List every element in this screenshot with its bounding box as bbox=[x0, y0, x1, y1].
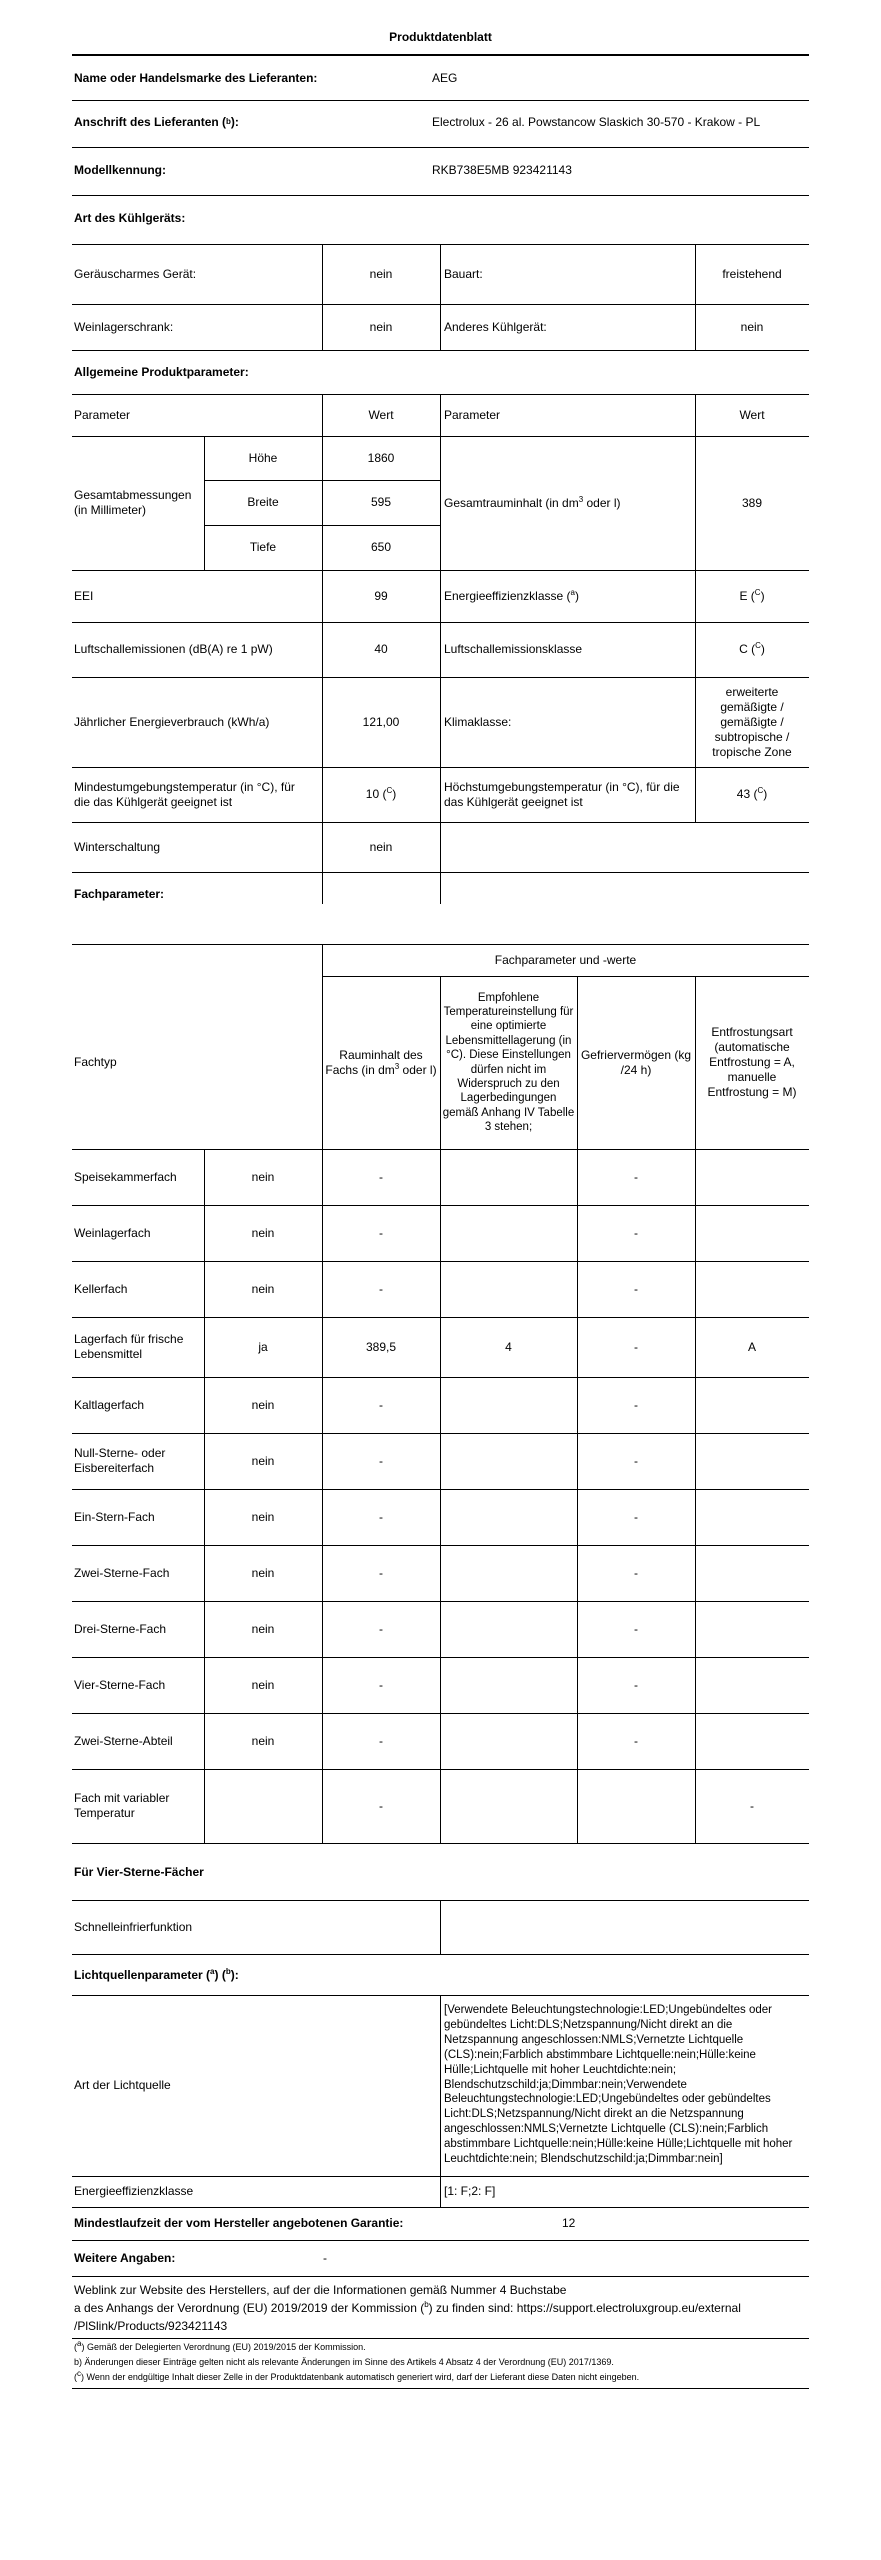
light-class-value: [1: F;2: F] bbox=[444, 2184, 496, 2198]
design-value: freistehend bbox=[722, 266, 782, 281]
annual-energy-label: Jährlicher Energieverbrauch (kWh/a) bbox=[74, 714, 270, 729]
compartment-defrost-cell: - bbox=[750, 1798, 754, 1813]
winter-label: Winterschaltung bbox=[74, 839, 161, 854]
depth-value: 650 bbox=[370, 540, 392, 554]
compartment-volume-cell: - bbox=[379, 1565, 383, 1580]
compartment-temp-cell bbox=[440, 1545, 577, 1601]
wine-cabinet-label: Weinlagerschrank: bbox=[74, 320, 174, 334]
grid-line bbox=[440, 394, 441, 904]
compartment-volume-cell: - bbox=[379, 1225, 383, 1240]
compartment-defrost-cell bbox=[695, 1377, 809, 1433]
compartments-heading: Fachparameter: bbox=[74, 886, 165, 901]
low-noise-value: nein bbox=[369, 266, 393, 281]
min-temp-label: Mindestumgebungstemperatur (in °C), für die das Kühlgerät geeignet ist bbox=[74, 779, 295, 809]
max-temp-label: Höchstumgebungstemperatur (in °C), für die das Kühlgerät geeignet ist bbox=[444, 779, 680, 809]
compartment-name-cell: Drei-Sterne-Fach bbox=[74, 1621, 167, 1636]
height-value: 1860 bbox=[367, 450, 395, 465]
volume-value: 389 bbox=[741, 495, 763, 510]
divider bbox=[72, 1843, 809, 1844]
noise-label: Luftschallemissionen (dB(A) re 1 pW) bbox=[74, 642, 273, 656]
supplier-name-label: Name oder Handelsmarke des Lieferanten: bbox=[74, 70, 318, 85]
compartment-volume-cell: - bbox=[379, 1169, 383, 1184]
compartment-name-cell: Kaltlagerfach bbox=[74, 1397, 145, 1412]
divider bbox=[72, 2388, 809, 2389]
compartment-temp-cell bbox=[440, 1149, 577, 1205]
col-value-2: Wert bbox=[739, 407, 765, 422]
compartment-present-cell: ja bbox=[258, 1339, 268, 1354]
grid-line bbox=[440, 244, 441, 350]
supplier-address-value: Electrolux - 26 al. Powstancow Slaskich 30-570 - Krakow - PL bbox=[432, 114, 761, 129]
volume-label: Gesamtrauminhalt (in $dm^3$ oder l) bbox=[444, 494, 621, 510]
compartment-freeze-cell: - bbox=[634, 1733, 638, 1748]
col-freezing-capacity: Gefriervermögen (kg /24 h) bbox=[580, 1047, 692, 1077]
light-type-value: [Verwendete Beleuchtungstechnologie:LED;Ungebündeltes oder gebündeltes Licht:DLS;Netzspannung/Nicht direkt an die Netzspannung angeschlossen:NMLS;Vernetzte Lichtquelle (CLS):nein;Farblich abstimmbare Lichtquelle:nein;Hülle:keine Hülle;Lichtquelle mit hoher Leuchtdichte:nein; Blendschutzschild:ja;Dimmbar:nein;Verwendete Beleuchtungstechnologie:LED;Ungebündeltes oder gebündeltes Licht:DLS;Netzspannung/Nicht direkt an die Netzspannung angeschlossen:NMLS;Vernetzte Lichtquelle (CLS):nein;Farblich abstimmbare Lichtquelle:nein;Hülle:keine Hülle;Lichtquelle mit hoher Leuchtdichte:nein; Blendschutzschild:ja;Dimmbar:nein] bbox=[444, 2003, 793, 2166]
compartment-present-cell: nein bbox=[251, 1509, 275, 1524]
col-value: Wert bbox=[368, 407, 394, 422]
four-star-heading: Für Vier-Sterne-Fächer bbox=[74, 1864, 204, 1879]
compartment-defrost-cell bbox=[695, 1433, 809, 1489]
compartment-name-cell: Zwei-Sterne-Abteil bbox=[74, 1733, 173, 1748]
supplier-name-value: AEG bbox=[432, 70, 458, 85]
fast-freeze-label: Schnelleinfrierfunktion bbox=[74, 1919, 193, 1934]
compartment-temp-cell bbox=[440, 1489, 577, 1545]
col-parameter: Parameter bbox=[74, 407, 131, 422]
compartment-volume-cell: - bbox=[379, 1281, 383, 1296]
compartment-present-cell: nein bbox=[251, 1397, 275, 1412]
compartment-defrost-cell bbox=[695, 1205, 809, 1261]
compartment-present-cell: nein bbox=[251, 1733, 275, 1748]
divider bbox=[72, 2276, 809, 2277]
low-noise-label: Geräuscharmes Gerät: bbox=[74, 266, 197, 281]
compartment-freeze-cell bbox=[577, 1769, 695, 1843]
other-appliance-label: Anderes Kühlgerät: bbox=[444, 320, 547, 334]
model-value: RKB738E5MB 923421143 bbox=[432, 162, 572, 177]
grid-line bbox=[440, 1900, 441, 1954]
min-temp-value: 10 ($^C$) bbox=[365, 786, 397, 801]
eei-label: EEI bbox=[74, 588, 94, 603]
climate-class-value: erweiterte gemäßigte / gemäßigte / subtropische / tropische Zone bbox=[712, 684, 792, 759]
max-temp-value: 43 ($^C$) bbox=[736, 786, 768, 801]
compartment-defrost-cell bbox=[695, 1261, 809, 1317]
compartment-defrost-cell bbox=[695, 1489, 809, 1545]
compartment-present-cell: nein bbox=[251, 1281, 275, 1296]
compartment-defrost-cell bbox=[695, 1657, 809, 1713]
weblink-line-1: Weblink zur Website des Herstellers, auf der die Informationen gemäß Nummer 4 Buchstabe bbox=[74, 2282, 567, 2297]
model-label: Modellkennung: bbox=[74, 162, 166, 177]
product-data-sheet bbox=[72, 0, 809, 2560]
light-heading: Lichtquellenparameter ($^a$) ($^b$): bbox=[74, 1966, 239, 1982]
divider bbox=[72, 872, 809, 873]
divider bbox=[72, 195, 809, 196]
noise-class-label: Luftschallemissionsklasse bbox=[444, 642, 583, 656]
col-defrost-type: Entfrostungsart (automatische Entfrostung = A, manuelle Entfrostung = M) bbox=[707, 1025, 797, 1099]
height-label: Höhe bbox=[248, 450, 278, 465]
compartment-group-header: Fachparameter und -werte bbox=[494, 952, 637, 967]
compartment-temp-cell bbox=[440, 1377, 577, 1433]
divider bbox=[72, 147, 809, 148]
compartment-name-cell: Null-Sterne- oder Eisbereiterfach bbox=[74, 1446, 166, 1475]
compartment-freeze-cell: - bbox=[634, 1281, 638, 1296]
compartment-volume-cell: - bbox=[379, 1677, 383, 1692]
supplier-address-label: Anschrift des Lieferanten ( b ): bbox=[74, 114, 239, 129]
appliance-type-heading: Art des Kühlgeräts: bbox=[74, 210, 186, 225]
design-label: Bauart: bbox=[444, 266, 483, 281]
compartment-freeze-cell: - bbox=[634, 1509, 638, 1524]
energy-class-value: E ($^C$) bbox=[739, 587, 765, 603]
compartment-name-cell: Weinlagerfach bbox=[74, 1225, 151, 1240]
compartment-temp-cell bbox=[440, 1205, 577, 1261]
compartment-volume-cell: - bbox=[379, 1733, 383, 1748]
compartment-freeze-cell: - bbox=[634, 1621, 638, 1636]
compartment-volume-cell: - bbox=[379, 1621, 383, 1636]
compartment-defrost-cell bbox=[695, 1601, 809, 1657]
divider bbox=[72, 54, 809, 56]
compartment-name-cell: Ein-Stern-Fach bbox=[74, 1509, 155, 1524]
warranty-value: 12 bbox=[562, 2215, 576, 2230]
compartment-freeze-cell: - bbox=[634, 1339, 638, 1354]
general-heading: Allgemeine Produktparameter: bbox=[74, 364, 249, 379]
col-recommended-temp: Empfohlene Temperatureinstellung für eine optimierte Lebensmittellagerung (in °C). Diese Einstellungen dürfen nicht im Widerspruch zu den Lagerbedingungen gemäß Anhang IV Tabelle 3 stehen; bbox=[442, 991, 575, 1133]
width-label: Breite bbox=[247, 495, 279, 509]
compartment-name-cell: Kellerfach bbox=[74, 1281, 128, 1296]
warranty-label: Mindestlaufzeit der vom Hersteller angebotenen Garantie: bbox=[74, 2215, 404, 2230]
col-parameter-2: Parameter bbox=[444, 407, 501, 422]
wine-cabinet-value: nein bbox=[369, 320, 393, 334]
col-compartment-type: Fachtyp bbox=[74, 1055, 117, 1069]
compartment-volume-cell: 389,5 bbox=[365, 1339, 397, 1354]
divider bbox=[72, 2338, 809, 2339]
depth-label: Tiefe bbox=[249, 540, 277, 554]
compartment-temp-cell bbox=[440, 1769, 577, 1843]
compartment-volume-cell: - bbox=[379, 1509, 383, 1524]
weblink-line-3: /PlSlink/Products/923421143 bbox=[74, 2318, 228, 2333]
compartment-present-cell bbox=[204, 1769, 322, 1843]
fast-freeze-value bbox=[442, 1900, 802, 1954]
compartment-temp-cell bbox=[440, 1261, 577, 1317]
weblink-line-2: a des Anhangs der Verordnung (EU) 2019/2019 der Kommission ($^b$) zu finden sind: https://support.electroluxgroup.eu/external bbox=[74, 2299, 741, 2315]
compartment-name-cell: Zwei-Sterne-Fach bbox=[74, 1565, 170, 1580]
page-title: Produktdatenblatt bbox=[389, 30, 492, 44]
col-compartment-volume: Rauminhalt des Fachs (in $dm^3$ oder l) bbox=[325, 1047, 437, 1077]
compartment-freeze-cell: - bbox=[634, 1677, 638, 1692]
compartment-present-cell: nein bbox=[251, 1225, 275, 1240]
compartment-freeze-cell: - bbox=[634, 1225, 638, 1240]
compartment-present-cell: nein bbox=[251, 1453, 275, 1468]
annual-energy-value: 121,00 bbox=[362, 714, 400, 729]
compartment-temp-cell: 4 bbox=[505, 1339, 512, 1354]
light-type-label: Art der Lichtquelle bbox=[74, 2077, 171, 2092]
footnote-c: ($^c$) Wenn der endgültige Inhalt dieser Zelle in der Produktdatenbank automatisch generiert wird, darf der Lieferant diese Daten nicht eingeben. bbox=[74, 2369, 640, 2383]
compartment-present-cell: nein bbox=[251, 1677, 275, 1692]
light-class-label: Energieeffizienzklasse bbox=[74, 2184, 194, 2198]
energy-class-label: Energieeffizienzklasse ($^a$) bbox=[444, 587, 579, 603]
compartment-defrost-cell bbox=[695, 1713, 809, 1769]
compartment-name-cell: Speisekammerfach bbox=[74, 1169, 177, 1184]
divider bbox=[72, 350, 809, 351]
compartment-temp-cell bbox=[440, 1433, 577, 1489]
compartment-freeze-cell: - bbox=[634, 1565, 638, 1580]
compartment-freeze-cell: - bbox=[634, 1453, 638, 1468]
compartment-volume-cell: - bbox=[379, 1397, 383, 1412]
other-appliance-value: nein bbox=[740, 320, 764, 334]
compartment-volume-cell: - bbox=[379, 1453, 383, 1468]
noise-value: 40 bbox=[374, 642, 388, 656]
compartment-freeze-cell: - bbox=[634, 1397, 638, 1412]
compartment-temp-cell bbox=[440, 1601, 577, 1657]
compartment-temp-cell bbox=[440, 1713, 577, 1769]
compartment-volume-cell: - bbox=[379, 1798, 383, 1813]
further-info-label: Weitere Angaben: bbox=[74, 2250, 176, 2265]
compartment-defrost-cell: A bbox=[747, 1339, 756, 1354]
compartment-defrost-cell bbox=[695, 1149, 809, 1205]
compartment-defrost-cell bbox=[695, 1545, 809, 1601]
divider bbox=[72, 100, 809, 101]
compartment-present-cell: nein bbox=[251, 1565, 275, 1580]
eei-value: 99 bbox=[374, 588, 388, 603]
dimensions-label: Gesamtabmessungen (in Millimeter) bbox=[74, 488, 192, 517]
compartment-present-cell: nein bbox=[251, 1169, 275, 1184]
noise-class-value: C ($^C$) bbox=[739, 641, 765, 656]
footnote-b: b) Änderungen dieser Einträge gelten nicht als relevante Änderungen im Sinne des Artikels 4 Absatz 4 der Verordnung (EU) 2017/1369. bbox=[74, 2357, 614, 2368]
compartment-name-cell: Lagerfach für frische Lebensmittel bbox=[74, 1332, 184, 1361]
divider bbox=[72, 1954, 809, 1955]
footnote-a: ($^a$) Gemäß der Delegierten Verordnung (EU) 2019/2015 der Kommission. bbox=[74, 2339, 366, 2353]
winter-value: nein bbox=[369, 839, 393, 854]
compartment-name-cell: Vier-Sterne-Fach bbox=[74, 1677, 166, 1692]
compartment-present-cell: nein bbox=[251, 1621, 275, 1636]
compartment-name-cell: Fach mit variabler Temperatur bbox=[74, 1791, 170, 1820]
climate-class-label: Klimaklasse: bbox=[444, 714, 512, 729]
width-value: 595 bbox=[370, 495, 392, 509]
compartment-temp-cell bbox=[440, 1657, 577, 1713]
further-info-value: - bbox=[323, 2250, 327, 2265]
compartment-freeze-cell: - bbox=[634, 1169, 638, 1184]
